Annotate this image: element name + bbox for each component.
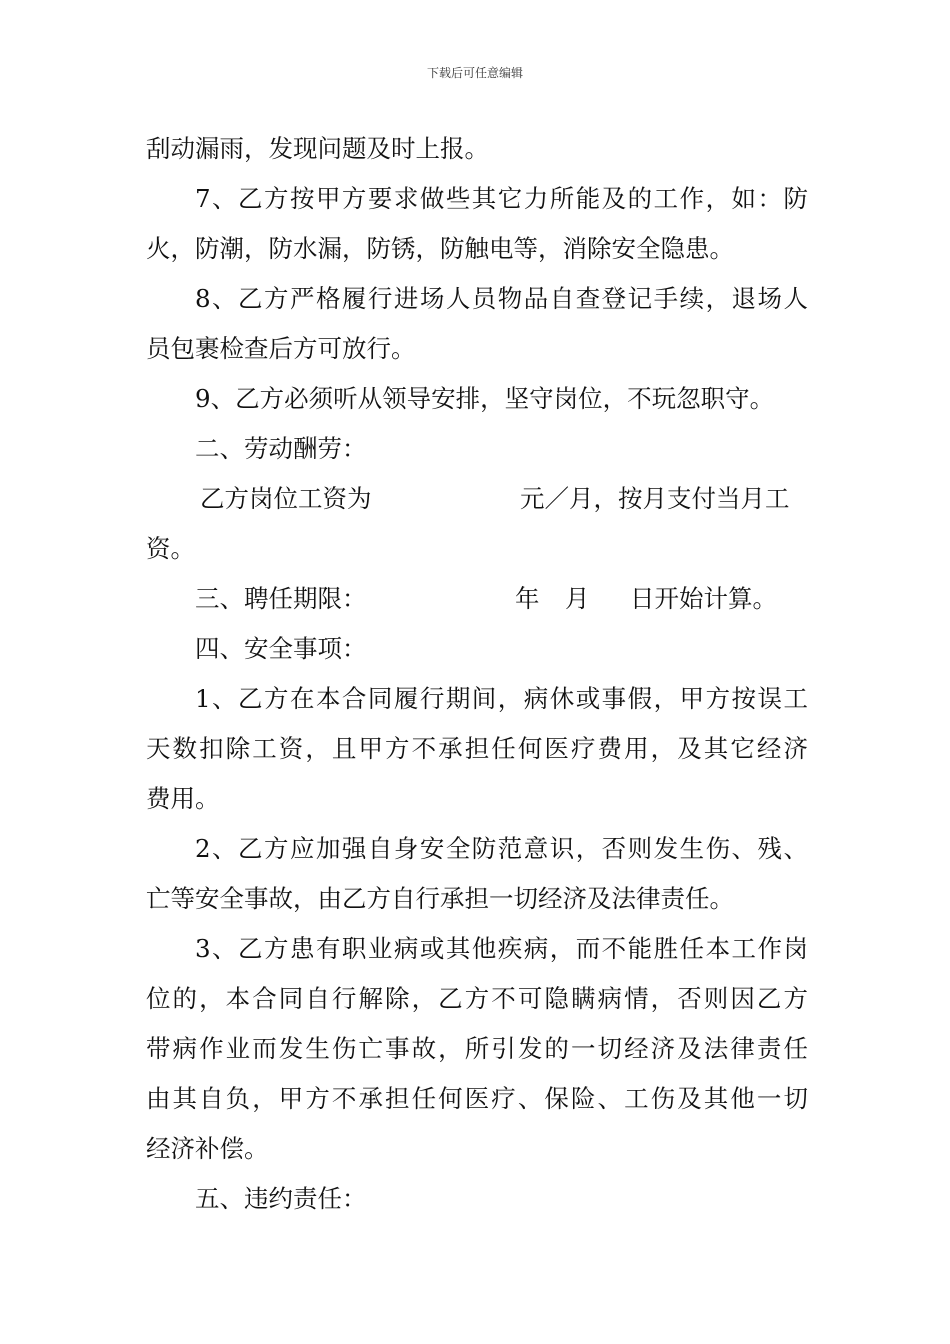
text-line: 员包裹检查后方可放行。 xyxy=(146,334,416,363)
salary-rest: 元／月，按月支付当月工 xyxy=(520,484,790,513)
salary-label: 乙方岗位工资为 xyxy=(200,484,372,513)
text-line: 刮动漏雨，发现问题及时上报。 xyxy=(146,134,489,163)
text-line: 2、乙方应加强自身安全防范意识，否则发生伤、残、 xyxy=(195,834,808,863)
text-line: 亡等安全事故，由乙方自行承担一切经济及法律责任。 xyxy=(146,884,734,913)
term-year: 年 xyxy=(515,584,540,613)
text-line: 由其自负，甲方不承担任何医疗、保险、工伤及其他一切 xyxy=(146,1084,808,1113)
section-heading: 四、安全事项： xyxy=(195,634,367,663)
term-day: 日开始计算。 xyxy=(630,584,777,613)
text-line: 1、乙方在本合同履行期间，病休或事假，甲方按误工 xyxy=(195,684,808,713)
text-line: 带病作业而发生伤亡事故，所引发的一切经济及法律责任 xyxy=(146,1034,808,1063)
text-line: 3、乙方患有职业病或其他疾病，而不能胜任本工作岗 xyxy=(195,934,808,963)
text-line: 费用。 xyxy=(146,784,220,813)
section-heading: 三、聘任期限： xyxy=(195,584,367,613)
text-line: 7、乙方按甲方要求做些其它力所能及的工作，如：防 xyxy=(195,184,808,213)
text-line: 9、乙方必须听从领导安排，坚守岗位，不玩忽职守。 xyxy=(195,384,775,413)
term-line xyxy=(146,574,808,624)
text-line: 位的，本合同自行解除，乙方不可隐瞒病情，否则因乙方 xyxy=(146,984,808,1013)
page-header-note: 下载后可任意编辑 xyxy=(426,66,523,80)
section-heading: 二、劳动酬劳： xyxy=(195,434,367,463)
salary-line xyxy=(146,474,808,524)
text-line: 火，防潮，防水漏，防锈，防触电等，消除安全隐患。 xyxy=(146,234,734,263)
document-body xyxy=(146,124,808,1224)
text-line: 天数扣除工资，且甲方不承担任何医疗费用，及其它经济 xyxy=(146,734,808,763)
term-month: 月 xyxy=(565,584,590,613)
text-line: 8、乙方严格履行进场人员物品自查登记手续，退场人 xyxy=(195,284,808,313)
text-line: 资。 xyxy=(146,534,195,563)
section-heading: 五、违约责任： xyxy=(195,1184,367,1213)
text-line: 经济补偿。 xyxy=(146,1134,269,1163)
